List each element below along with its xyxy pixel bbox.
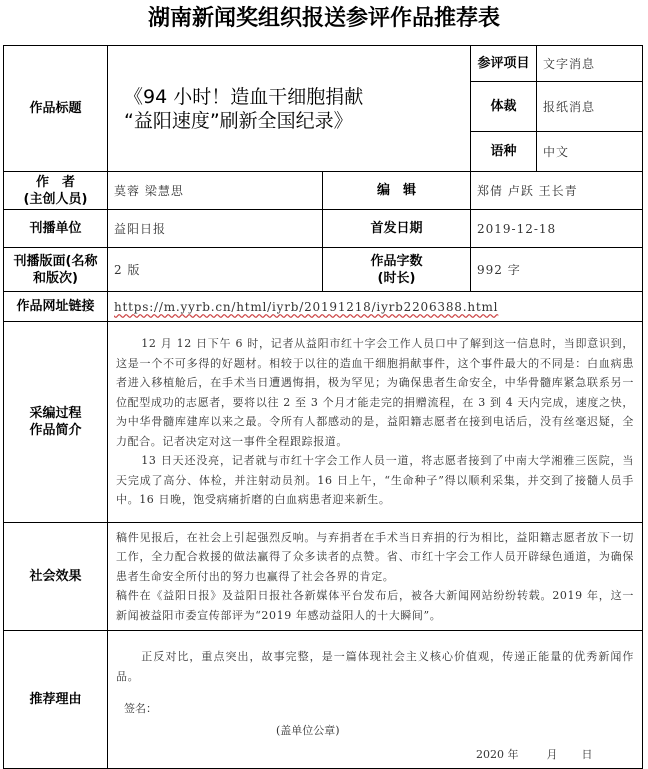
word-count-label (323, 248, 471, 292)
effect-label: 社会效果 (4, 523, 108, 631)
language-label: 语种 (471, 132, 537, 172)
author-label-line2: (主创人员) (23, 191, 88, 207)
row-effect (4, 523, 643, 631)
authors-value: 莫蓉 梁慧思 (108, 172, 323, 210)
category-label: 参评项目 (471, 46, 537, 82)
edition-value: 2 版 (108, 248, 323, 292)
url-link[interactable]: https://m.yyrb.cn/html/iyrb/20191218/iyrb2206388.html (114, 299, 499, 314)
publisher-value: 益阳日报 (108, 210, 323, 248)
row-publisher (4, 210, 643, 248)
process-paragraph: 13 日天还没亮，记者就与市红十字会工作人员一道，将志愿者接到了中南大学湘雅三医院，当天完成了高分、体检，并注射动员剂。16 日上午，“生命种子”得以顺利采集，并交到了接髓人员手中。16 日晚，饱受病痛折磨的白血病患者迎来新生。 (116, 454, 634, 507)
process-label-line2: 作品简介 (29, 423, 82, 438)
reason-cell (108, 631, 643, 769)
effect-paragraph: 稿件见报后，在社会上引起强烈反响。与弃捐者在手术当日弃捐的行为相比，益阳籍志愿者放下一切工作，全力配合救援的做法赢得了众多读者的点赞。省、市红十字会工作人员开辟绿色通道，为确保患者生命安全所付出的努力也赢得了社会各界的肯定。 (116, 530, 634, 583)
author-label-line1: 作 者 (35, 174, 75, 190)
first-date-value: 2019-12-18 (471, 210, 643, 248)
row-process (4, 322, 643, 523)
reason-label: 推荐理由 (4, 631, 108, 769)
stamp-note: (盖单位公章) (276, 724, 340, 737)
row-url (4, 292, 643, 322)
row-category (4, 46, 643, 82)
category-value: 文字消息 (537, 46, 643, 82)
word-count-label-line1: 作品字数 (370, 253, 423, 269)
work-title-line1: 《94 小时！造血干细胞捐献 (124, 85, 364, 108)
process-label-line1: 采编过程 (29, 406, 82, 421)
form-title: 湖南新闻奖组织报送参评作品推荐表 (147, 6, 500, 31)
url-label: 作品网址链接 (4, 292, 108, 322)
genre-value: 报纸消息 (537, 82, 643, 132)
date-year: 2020 年 (476, 748, 519, 761)
word-count-label-line2: (时长) (377, 270, 416, 286)
row-edition (4, 248, 643, 292)
process-text (108, 322, 643, 523)
genre-label: 体裁 (471, 82, 537, 132)
work-title-value (108, 46, 471, 172)
work-title-line2: “益阳速度”刷新全国纪录》 (124, 109, 353, 132)
edition-label-line1: 刊播版面(名称 (13, 253, 98, 269)
work-title-label: 作品标题 (4, 46, 108, 172)
url-value[interactable] (108, 292, 643, 322)
edition-label-line2: 和版次) (33, 270, 78, 286)
date-month: 月 (546, 748, 558, 761)
signature-label: 签名： (124, 702, 157, 715)
process-paragraph: 12 月 12 日下午 6 时，记者从益阳市红十字会工作人员口中了解到这一信息时，当即意识到，这是一个不可多得的好题材。相较于以往的造血干细胞捐献事件，这个事件最大的不同是：白血病患者进入移植舱后，在手术当日遭遇悔捐，极为罕见；为确保患者生命安全，中华骨髓库紧急联系另一位配型成功的志愿者，要将以往 2 至 3 个月才能走完的捐赠流程，在 3 到 4 天内完成，速度之快，为中华骨髓库建库以来之最。令所有人都感动的是，益阳籍志愿者在接到电话后，没有丝毫迟疑，全力配合。记者决定对这一事件全程跟踪报道。 (116, 337, 634, 448)
language-value: 中文 (537, 132, 643, 172)
row-authors (4, 172, 643, 210)
date-day: 日 (581, 748, 593, 761)
effect-paragraph: 稿件在《益阳日报》及益阳日报社各新媒体平台发布后，被各大新闻网站纷纷转载。2019 年，这一新闻被益阳市委宣传部评为“2019 年感动益阳人的十大瞬间”。 (116, 589, 634, 622)
effect-text (108, 523, 643, 631)
editor-label: 编 辑 (323, 172, 471, 210)
reason-date (116, 746, 634, 762)
publisher-label: 刊播单位 (4, 210, 108, 248)
process-label (4, 322, 108, 523)
reason-text: 正反对比，重点突出，故事完整，是一篇体现社会主义核心价值观，传递正能量的优秀新闻作品。 (116, 650, 634, 683)
editors-value: 郑倩 卢跃 王长青 (471, 172, 643, 210)
row-reason (4, 631, 643, 769)
word-count-value: 992 字 (471, 248, 643, 292)
edition-label (4, 248, 108, 292)
form-table (3, 45, 643, 769)
first-date-label: 首发日期 (323, 210, 471, 248)
author-label (4, 172, 108, 210)
